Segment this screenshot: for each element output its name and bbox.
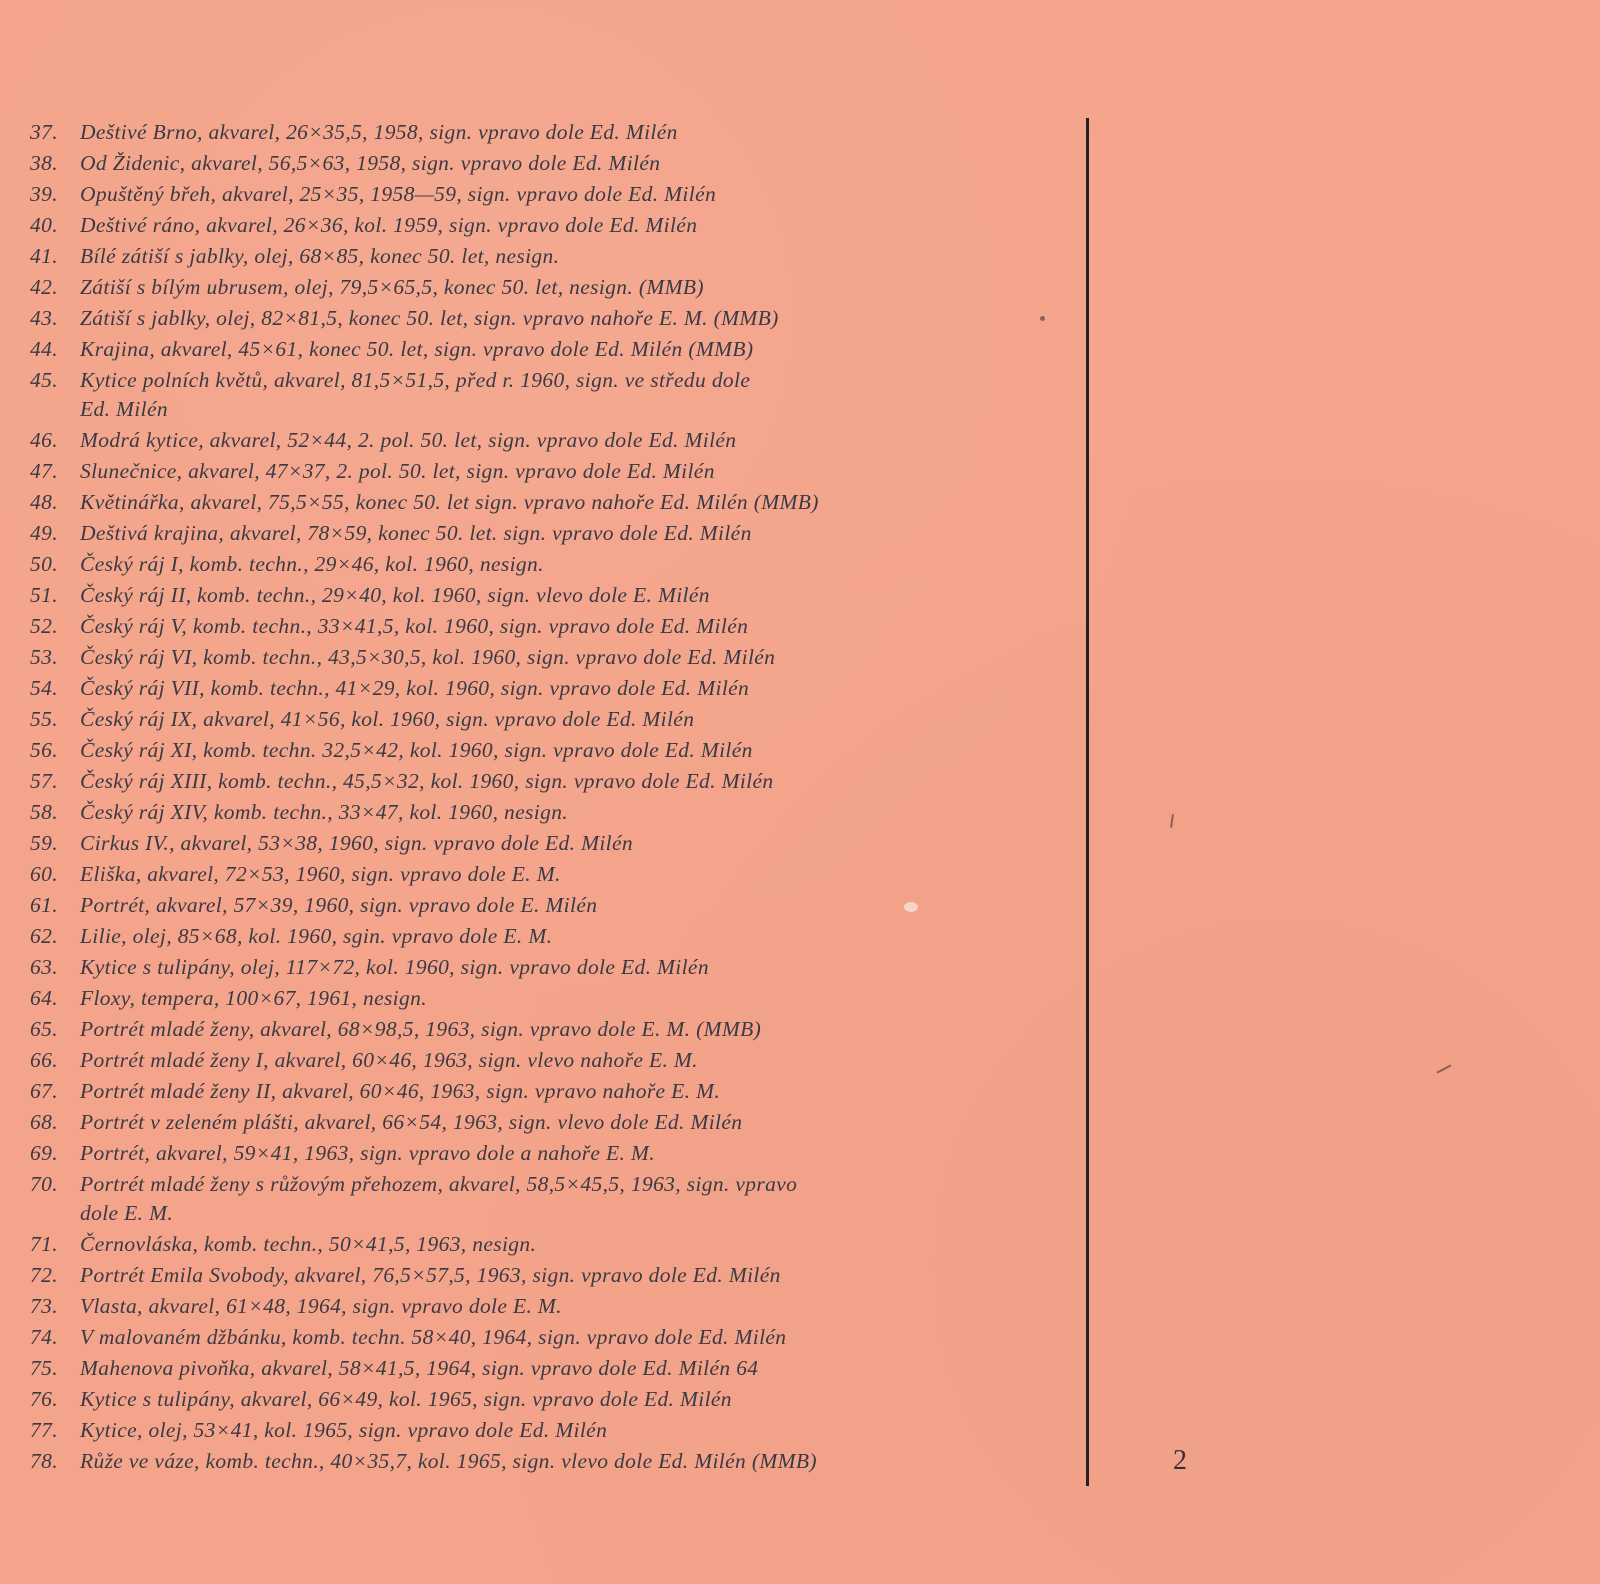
entry-description: Zátiší s bílým ubrusem, olej, 79,5×65,5, konec 50. let, nesign. (MMB) — [80, 275, 704, 299]
entry-description: Modrá kytice, akvarel, 52×44, 2. pol. 50. let, sign. vpravo dole Ed. Milén — [80, 428, 737, 452]
entry-description: Český ráj VII, komb. techn., 41×29, kol. 1960, sign. vpravo dole Ed. Milén — [80, 676, 750, 700]
catalog-entry — [30, 426, 1070, 455]
catalog-entry — [30, 273, 1070, 302]
catalog-entry — [30, 1230, 1070, 1259]
entry-number: 50. — [30, 552, 58, 576]
catalog-entry — [30, 1385, 1070, 1414]
catalog-entry — [30, 705, 1070, 734]
entry-description: Mahenova pivoňka, akvarel, 58×41,5, 1964, sign. vpravo dole Ed. Milén 64 — [80, 1356, 759, 1380]
entry-number: 61. — [30, 893, 58, 917]
catalog-entry — [30, 1077, 1070, 1106]
entry-description: Český ráj V, komb. techn., 33×41,5, kol. 1960, sign. vpravo dole Ed. Milén — [80, 614, 749, 638]
entry-number: 76. — [30, 1387, 58, 1411]
entry-description: Zátiší s jablky, olej, 82×81,5, konec 50. let, sign. vpravo nahoře E. M. (MMB) — [80, 306, 779, 330]
entry-number: 77. — [30, 1418, 58, 1442]
catalog-entry — [30, 211, 1070, 240]
entry-number: 41. — [30, 244, 58, 268]
catalog-entry — [30, 1108, 1070, 1137]
catalog-entry — [30, 674, 1070, 703]
entry-description: Český ráj VI, komb. techn., 43,5×30,5, kol. 1960, sign. vpravo dole Ed. Milén — [80, 645, 776, 669]
entry-number: 74. — [30, 1325, 58, 1349]
entry-description: Vlasta, akvarel, 61×48, 1964, sign. vpravo dole E. M. — [80, 1294, 562, 1318]
entry-description: Portrét mladé ženy, akvarel, 68×98,5, 1963, sign. vpravo dole E. M. (MMB) — [80, 1017, 762, 1041]
paper-speck — [904, 902, 918, 912]
entry-description: Bílé zátiší s jablky, olej, 68×85, konec 50. let, nesign. — [80, 244, 560, 268]
entry-description: Portrét Emila Svobody, akvarel, 76,5×57,5, 1963, sign. vpravo dole Ed. Milén — [80, 1263, 781, 1287]
entry-number: 39. — [30, 182, 58, 206]
entry-description: Portrét mladé ženy I, akvarel, 60×46, 1963, sign. vlevo nahoře E. M. — [80, 1048, 698, 1072]
entry-number: 69. — [30, 1141, 58, 1165]
catalog-entry — [30, 860, 1070, 889]
catalog-entry — [30, 366, 1070, 424]
catalog-entry — [30, 1139, 1070, 1168]
entry-number: 71. — [30, 1232, 58, 1256]
catalog-entry — [30, 180, 1070, 209]
catalog-entry — [30, 953, 1070, 982]
entry-number: 70. — [30, 1172, 58, 1196]
entry-number: 46. — [30, 428, 58, 452]
entry-number: 78. — [30, 1449, 58, 1473]
paper-speck — [1040, 316, 1045, 321]
entry-number: 64. — [30, 986, 58, 1010]
entry-description: Český ráj XIV, komb. techn., 33×47, kol. 1960, nesign. — [80, 800, 569, 824]
entry-description: Portrét mladé ženy II, akvarel, 60×46, 1963, sign. vpravo nahoře E. M. — [80, 1079, 721, 1103]
catalog-entry — [30, 922, 1070, 951]
entry-number: 66. — [30, 1048, 58, 1072]
catalog-entry — [30, 1447, 1070, 1476]
entry-description: Kytice s tulipány, akvarel, 66×49, kol. 1965, sign. vpravo dole Ed. Milén — [80, 1387, 732, 1411]
paper-speck — [1170, 814, 1174, 828]
entry-description: Portrét mladé ženy s růžovým přehozem, akvarel, 58,5×45,5, 1963, sign. vpravo dole E. M. — [80, 1172, 798, 1225]
catalog-entry — [30, 829, 1070, 858]
catalog-entry — [30, 612, 1070, 641]
entry-number: 68. — [30, 1110, 58, 1134]
catalog-entry — [30, 798, 1070, 827]
entry-description: Od Židenic, akvarel, 56,5×63, 1958, sign. vpravo dole Ed. Milén — [80, 151, 661, 175]
entry-description: Český ráj IX, akvarel, 41×56, kol. 1960, sign. vpravo dole Ed. Milén — [80, 707, 695, 731]
entry-description: Deštivé ráno, akvarel, 26×36, kol. 1959, sign. vpravo dole Ed. Milén — [80, 213, 698, 237]
entry-number: 44. — [30, 337, 58, 361]
entry-description: Kytice s tulipány, olej, 117×72, kol. 1960, sign. vpravo dole Ed. Milén — [80, 955, 709, 979]
entry-number: 37. — [30, 120, 58, 144]
entry-number: 55. — [30, 707, 58, 731]
entry-description: V malovaném džbánku, komb. techn. 58×40, 1964, sign. vpravo dole Ed. Milén — [80, 1325, 787, 1349]
catalog-entry — [30, 242, 1070, 271]
entry-number: 56. — [30, 738, 58, 762]
catalog-entry — [30, 304, 1070, 333]
entry-number: 52. — [30, 614, 58, 638]
catalog-entry — [30, 1354, 1070, 1383]
entry-description: Deštivé Brno, akvarel, 26×35,5, 1958, sign. vpravo dole Ed. Milén — [80, 120, 678, 144]
entry-description: Růže ve váze, komb. techn., 40×35,7, kol. 1965, sign. vlevo dole Ed. Milén (MMB) — [80, 1449, 817, 1473]
entry-number: 57. — [30, 769, 58, 793]
entry-number: 51. — [30, 583, 58, 607]
paper-speck — [1436, 1064, 1451, 1073]
entry-description: Český ráj II, komb. techn., 29×40, kol. 1960, sign. vlevo dole E. Milén — [80, 583, 710, 607]
entry-number: 47. — [30, 459, 58, 483]
catalog-entry — [30, 1261, 1070, 1290]
entry-number: 59. — [30, 831, 58, 855]
entry-number: 63. — [30, 955, 58, 979]
entry-number: 45. — [30, 368, 58, 392]
catalog-entry — [30, 457, 1070, 486]
entry-description: Kytice, olej, 53×41, kol. 1965, sign. vpravo dole Ed. Milén — [80, 1418, 608, 1442]
vertical-rule — [1086, 118, 1089, 1486]
catalog-entry — [30, 550, 1070, 579]
catalog-entry — [30, 519, 1070, 548]
catalog-entry — [30, 335, 1070, 364]
page-number: 2 — [1173, 1445, 1187, 1476]
entry-number: 40. — [30, 213, 58, 237]
entry-description: Krajina, akvarel, 45×61, konec 50. let, sign. vpravo dole Ed. Milén (MMB) — [80, 337, 754, 361]
entry-description: Český ráj XI, komb. techn. 32,5×42, kol. 1960, sign. vpravo dole Ed. Milén — [80, 738, 753, 762]
catalog-entry — [30, 149, 1070, 178]
entry-description: Černovláska, komb. techn., 50×41,5, 1963, nesign. — [80, 1232, 537, 1256]
entry-description: Eliška, akvarel, 72×53, 1960, sign. vpravo dole E. M. — [80, 862, 561, 886]
entry-description: Portrét, akvarel, 57×39, 1960, sign. vpravo dole E. Milén — [80, 893, 598, 917]
catalog-entry — [30, 643, 1070, 672]
entry-number: 42. — [30, 275, 58, 299]
catalog-entry — [30, 1170, 1070, 1228]
entry-number: 75. — [30, 1356, 58, 1380]
entry-description: Květinářka, akvarel, 75,5×55, konec 50. let sign. vpravo nahoře Ed. Milén (MMB) — [80, 490, 819, 514]
entry-description: Slunečnice, akvarel, 47×37, 2. pol. 50. let, sign. vpravo dole Ed. Milén — [80, 459, 715, 483]
catalog-entry — [30, 984, 1070, 1013]
entry-number: 43. — [30, 306, 58, 330]
entry-number: 65. — [30, 1017, 58, 1041]
entry-number: 49. — [30, 521, 58, 545]
entry-description: Portrét v zeleném plášti, akvarel, 66×54, 1963, sign. vlevo dole Ed. Milén — [80, 1110, 743, 1134]
entry-description: Lilie, olej, 85×68, kol. 1960, sgin. vpravo dole E. M. — [80, 924, 553, 948]
entry-number: 48. — [30, 490, 58, 514]
catalog-entry — [30, 488, 1070, 517]
entry-description: Floxy, tempera, 100×67, 1961, nesign. — [80, 986, 427, 1010]
catalog-entry — [30, 736, 1070, 765]
entry-number: 72. — [30, 1263, 58, 1287]
catalog-entry — [30, 1292, 1070, 1321]
entry-description: Deštivá krajina, akvarel, 78×59, konec 50. let. sign. vpravo dole Ed. Milén — [80, 521, 752, 545]
catalog-entry — [30, 1323, 1070, 1352]
entry-number: 54. — [30, 676, 58, 700]
entry-number: 62. — [30, 924, 58, 948]
entry-number: 73. — [30, 1294, 58, 1318]
entry-description: Český ráj I, komb. techn., 29×46, kol. 1960, nesign. — [80, 552, 544, 576]
catalog-entry — [30, 767, 1070, 796]
catalog-entry — [30, 1015, 1070, 1044]
entry-description: Český ráj XIII, komb. techn., 45,5×32, kol. 1960, sign. vpravo dole Ed. Milén — [80, 769, 774, 793]
entry-description: Cirkus IV., akvarel, 53×38, 1960, sign. vpravo dole Ed. Milén — [80, 831, 633, 855]
entry-number: 60. — [30, 862, 58, 886]
entry-description: Opuštěný břeh, akvarel, 25×35, 1958—59, sign. vpravo dole Ed. Milén — [80, 182, 717, 206]
entry-description: Kytice polních květů, akvarel, 81,5×51,5, před r. 1960, sign. ve středu dole Ed. Milén — [80, 368, 751, 421]
catalog-entry — [30, 581, 1070, 610]
catalog-entry — [30, 1046, 1070, 1075]
entry-number: 38. — [30, 151, 58, 175]
entry-description: Portrét, akvarel, 59×41, 1963, sign. vpravo dole a nahoře E. M. — [80, 1141, 655, 1165]
artwork-catalog-list — [30, 118, 1070, 1478]
entry-number: 67. — [30, 1079, 58, 1103]
catalog-entry — [30, 1416, 1070, 1445]
entry-number: 53. — [30, 645, 58, 669]
entry-number: 58. — [30, 800, 58, 824]
catalog-entry — [30, 118, 1070, 147]
